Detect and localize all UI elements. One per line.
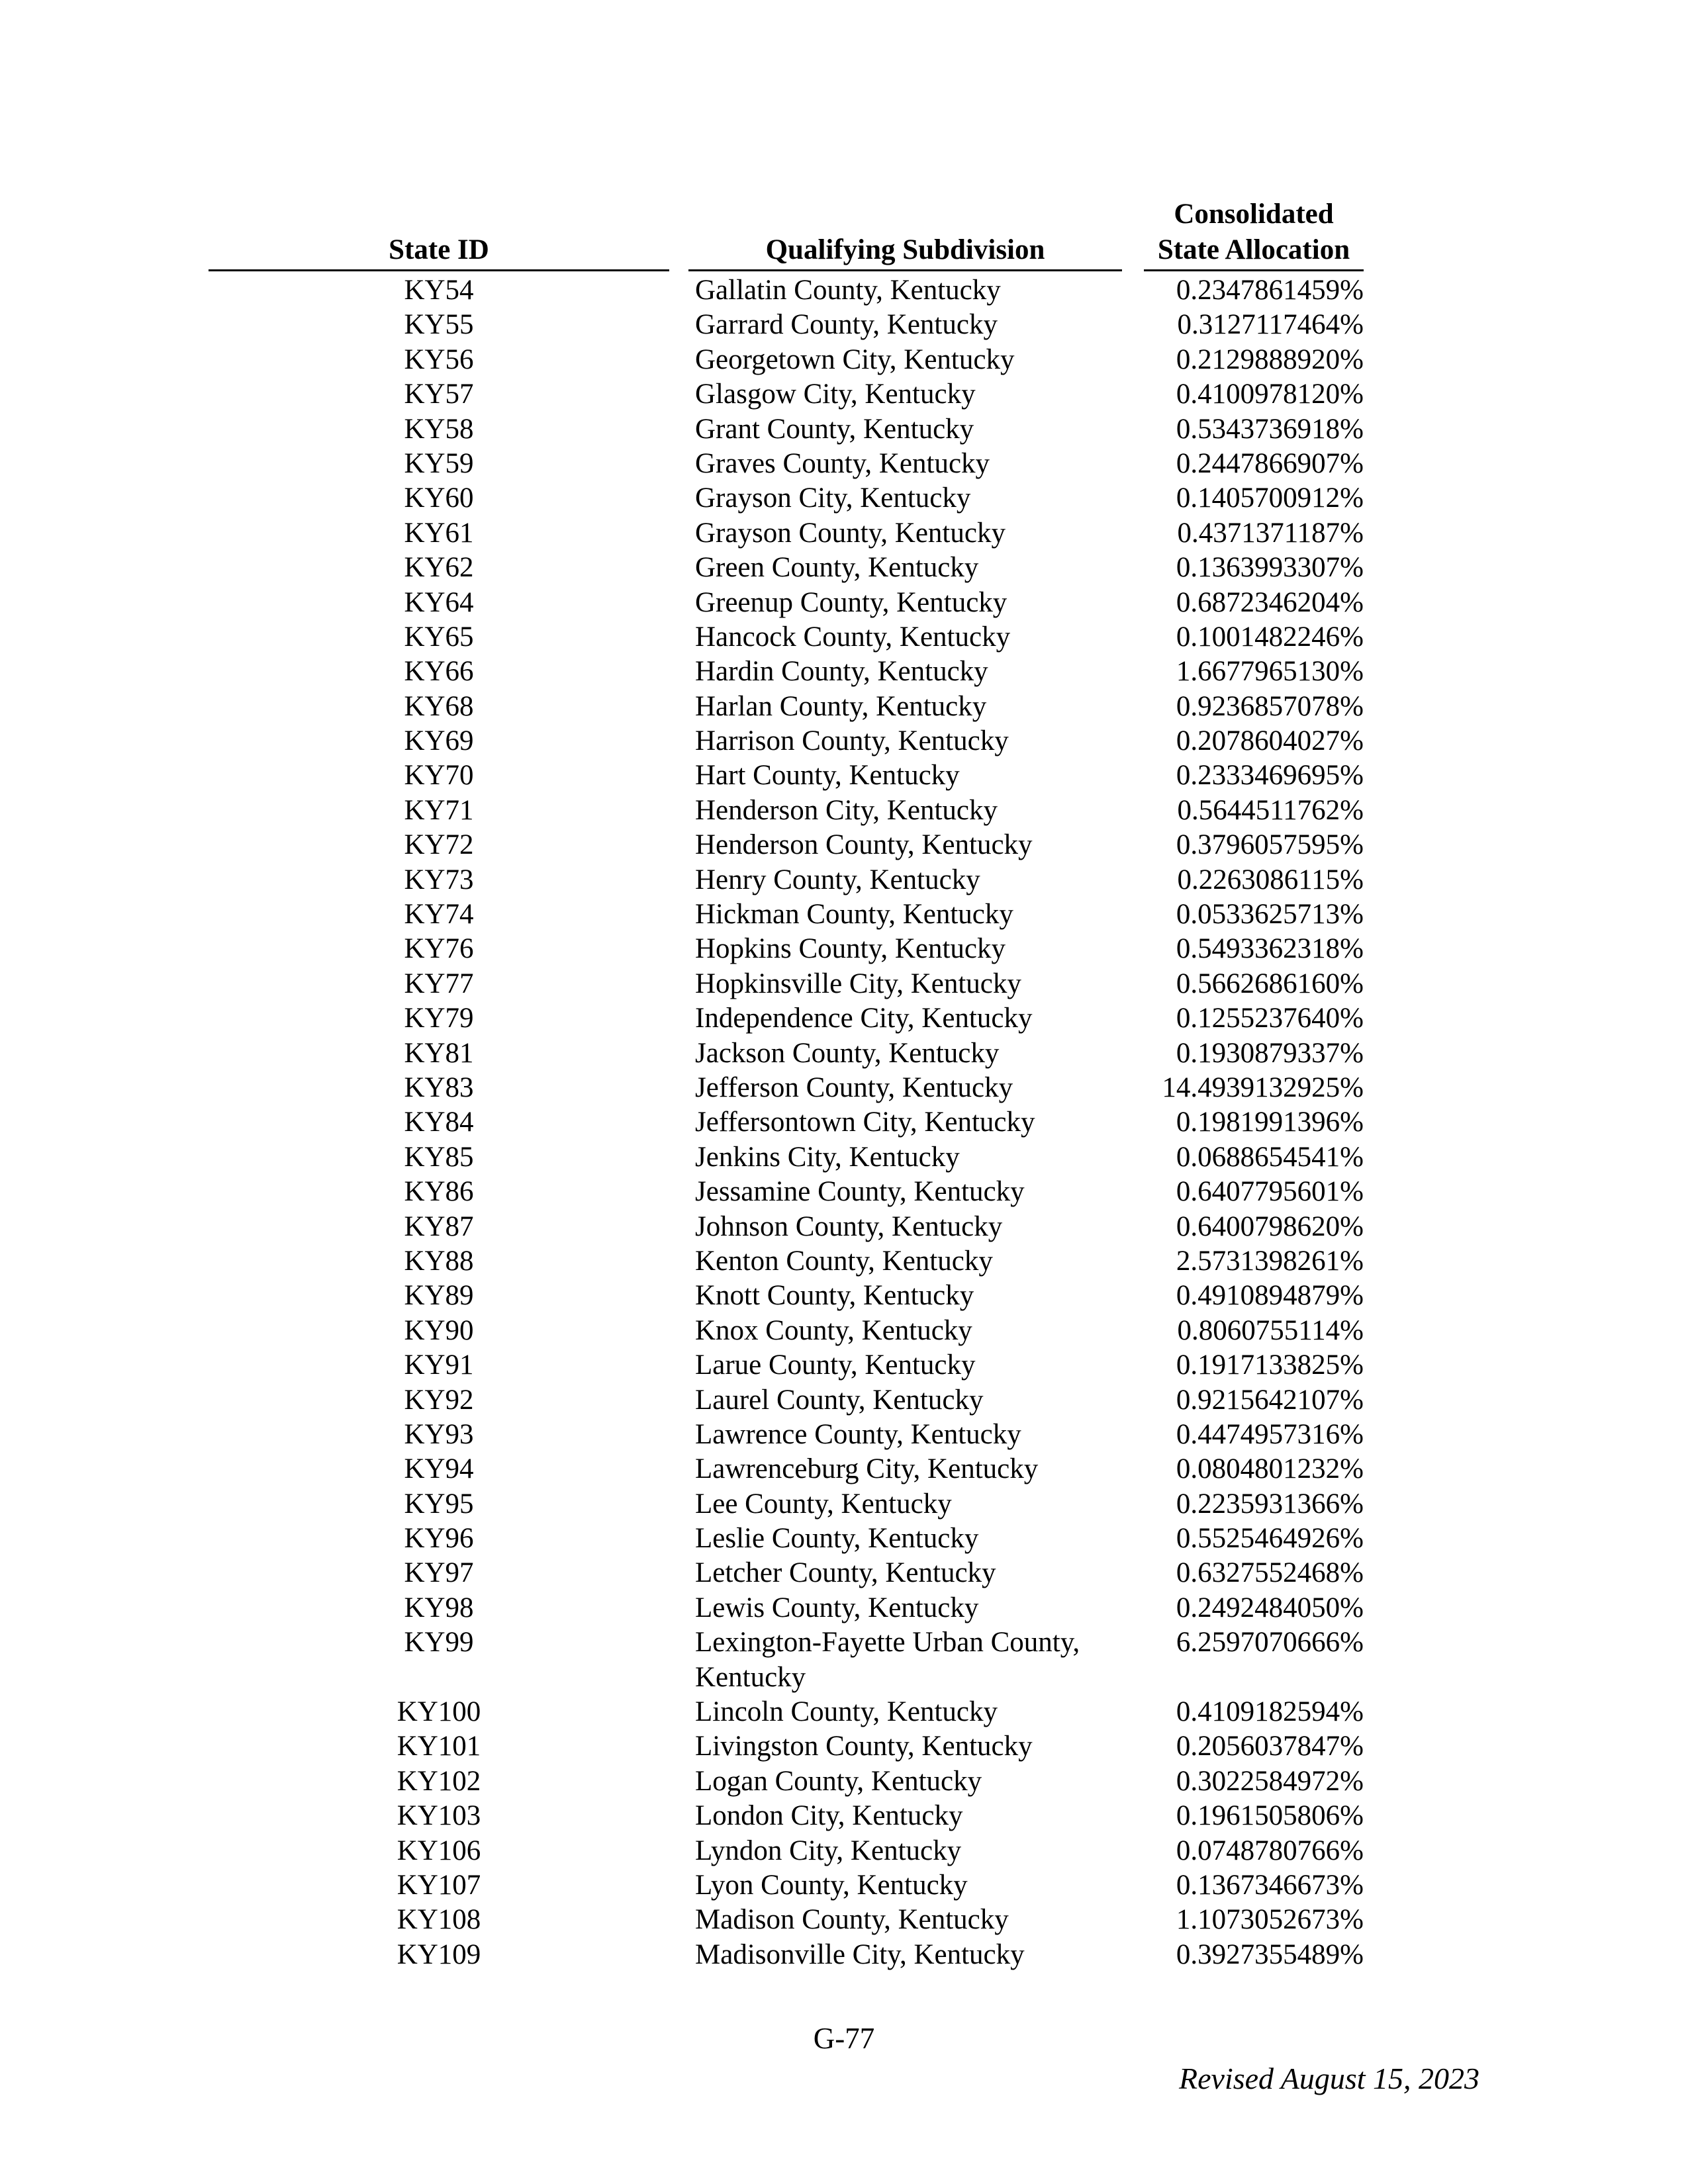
cell-state-allocation: 0.9236857078% — [1176, 690, 1364, 722]
cell-state-id: KY87 — [404, 1210, 474, 1242]
cell-state-id: KY100 — [397, 1696, 481, 1728]
cell-state-allocation: 6.2597070666% — [1176, 1627, 1364, 1659]
cell-state-id: KY89 — [404, 1280, 474, 1312]
table-row — [0, 1175, 1688, 1209]
cell-qualifying-subdivision: Glasgow City, Kentucky — [695, 379, 976, 410]
table-row — [0, 1001, 1688, 1036]
cell-state-id: KY83 — [404, 1071, 474, 1103]
cell-qualifying-subdivision: Georgetown City, Kentucky — [695, 343, 1015, 375]
table-row — [0, 1140, 1688, 1175]
cell-qualifying-subdivision: London City, Kentucky — [695, 1800, 963, 1832]
cell-qualifying-subdivision: Grayson County, Kentucky — [695, 517, 1006, 549]
cell-state-allocation: 0.4474957316% — [1176, 1418, 1364, 1450]
cell-state-id: KY58 — [404, 413, 474, 445]
cell-qualifying-subdivision: Lawrenceburg City, Kentucky — [695, 1453, 1039, 1485]
table-row — [0, 412, 1688, 447]
cell-qualifying-subdivision: Henry County, Kentucky — [695, 864, 980, 895]
cell-qualifying-subdivision: Green County, Kentucky — [695, 552, 979, 584]
cell-state-allocation: 0.2347861459% — [1176, 275, 1364, 306]
cell-state-id: KY79 — [404, 1003, 474, 1034]
cell-state-allocation: 0.3022584972% — [1176, 1765, 1364, 1797]
cell-state-id: KY56 — [404, 343, 474, 375]
cell-state-id: KY86 — [404, 1176, 474, 1208]
cell-state-allocation: 1.6677965130% — [1176, 656, 1364, 688]
cell-state-allocation: 0.3927355489% — [1176, 1938, 1364, 1970]
table-row — [0, 1210, 1688, 1244]
cell-state-allocation: 0.4910894879% — [1176, 1280, 1364, 1312]
cell-qualifying-subdivision: Johnson County, Kentucky — [695, 1210, 1003, 1242]
table-body — [0, 273, 1688, 1972]
table-row — [0, 1625, 1688, 1695]
cell-state-id: KY70 — [404, 760, 474, 792]
cell-state-allocation: 0.1001482246% — [1176, 621, 1364, 653]
cell-state-id: KY103 — [397, 1800, 481, 1832]
cell-qualifying-subdivision: Laurel County, Kentucky — [695, 1384, 984, 1416]
cell-state-id: KY97 — [404, 1557, 474, 1589]
cell-qualifying-subdivision: Knott County, Kentucky — [695, 1280, 974, 1312]
cell-qualifying-subdivision: Graves County, Kentucky — [695, 447, 990, 479]
cell-state-id: KY60 — [404, 482, 474, 514]
table-row — [0, 1071, 1688, 1105]
cell-state-allocation: 0.8060755114% — [1177, 1314, 1364, 1346]
table-row — [0, 1834, 1688, 1868]
cell-state-id: KY64 — [404, 586, 474, 618]
table-row — [0, 1938, 1688, 1972]
table-row — [0, 655, 1688, 689]
cell-state-allocation: 0.4371371187% — [1177, 517, 1364, 549]
table-row — [0, 1729, 1688, 1764]
table-row — [0, 516, 1688, 551]
table-row — [0, 377, 1688, 412]
cell-state-allocation: 0.3796057595% — [1176, 829, 1364, 861]
table-row — [0, 1314, 1688, 1348]
cell-state-allocation: 0.5662686160% — [1176, 968, 1364, 999]
cell-state-allocation: 0.2263086115% — [1177, 864, 1364, 895]
cell-state-id: KY71 — [404, 794, 474, 826]
cell-qualifying-subdivision: Grayson City, Kentucky — [695, 482, 971, 514]
table-row — [0, 1556, 1688, 1590]
cell-qualifying-subdivision: Garrard County, Kentucky — [695, 309, 998, 341]
cell-state-id: KY95 — [404, 1488, 474, 1520]
table-row — [0, 794, 1688, 828]
cell-qualifying-subdivision: Jeffersontown City, Kentucky — [695, 1107, 1035, 1138]
cell-state-id: KY68 — [404, 690, 474, 722]
cell-state-id: KY84 — [404, 1107, 474, 1138]
table-header — [0, 195, 1688, 271]
header-state-id: State ID — [209, 232, 669, 271]
table-row — [0, 863, 1688, 897]
cell-qualifying-subdivision: Madisonville City, Kentucky — [695, 1938, 1025, 1970]
cell-state-allocation: 0.1255237640% — [1176, 1003, 1364, 1034]
cell-state-id: KY108 — [397, 1904, 481, 1936]
cell-qualifying-subdivision: Greenup County, Kentucky — [695, 586, 1008, 618]
table-row — [0, 1868, 1688, 1903]
cell-state-allocation: 0.1917133825% — [1176, 1349, 1364, 1381]
cell-state-allocation: 0.1930879337% — [1176, 1037, 1364, 1069]
table-row — [0, 620, 1688, 655]
cell-state-allocation: 0.0748780766% — [1176, 1835, 1364, 1866]
cell-qualifying-subdivision: Logan County, Kentucky — [695, 1765, 982, 1797]
header-allocation-line2: State Allocation — [1157, 234, 1350, 265]
cell-state-id: KY94 — [404, 1453, 474, 1485]
cell-state-allocation: 0.0804801232% — [1176, 1453, 1364, 1485]
cell-state-allocation: 0.1405700912% — [1176, 482, 1364, 514]
cell-qualifying-subdivision: Lewis County, Kentucky — [695, 1592, 979, 1623]
cell-state-id: KY99 — [404, 1627, 474, 1659]
table-row — [0, 1799, 1688, 1833]
cell-state-id: KY107 — [397, 1869, 481, 1901]
cell-state-id: KY92 — [404, 1384, 474, 1416]
table-row — [0, 724, 1688, 758]
cell-qualifying-subdivision: Letcher County, Kentucky — [695, 1557, 996, 1589]
table-row — [0, 1487, 1688, 1522]
table-row — [0, 1036, 1688, 1071]
table-row — [0, 481, 1688, 516]
cell-qualifying-subdivision: Jessamine County, Kentucky — [695, 1176, 1025, 1208]
table-row — [0, 1383, 1688, 1418]
table-row — [0, 967, 1688, 1001]
cell-qualifying-subdivision: Livingston County, Kentucky — [695, 1731, 1033, 1762]
table-row — [0, 1764, 1688, 1799]
cell-state-id: KY74 — [404, 899, 474, 931]
cell-state-id: KY61 — [404, 517, 474, 549]
cell-qualifying-subdivision: Jackson County, Kentucky — [695, 1037, 1000, 1069]
table-row — [0, 343, 1688, 377]
revised-date: Revised August 15, 2023 — [1179, 2062, 1479, 2095]
table-row — [0, 1105, 1688, 1140]
cell-state-allocation: 0.5493362318% — [1176, 933, 1364, 965]
cell-state-allocation: 0.0533625713% — [1176, 899, 1364, 931]
cell-qualifying-subdivision: Lee County, Kentucky — [695, 1488, 952, 1520]
cell-state-allocation: 0.6400798620% — [1176, 1210, 1364, 1242]
cell-state-id: KY69 — [404, 725, 474, 757]
cell-state-id: KY62 — [404, 552, 474, 584]
cell-state-allocation: 0.2235931366% — [1176, 1488, 1364, 1520]
table-row — [0, 828, 1688, 862]
cell-state-id: KY106 — [397, 1835, 481, 1866]
cell-qualifying-subdivision: Leslie County, Kentucky — [695, 1523, 979, 1555]
cell-qualifying-subdivision: Hardin County, Kentucky — [695, 656, 988, 688]
cell-qualifying-subdivision: Independence City, Kentucky — [695, 1003, 1033, 1034]
cell-state-allocation: 0.1981991396% — [1176, 1107, 1364, 1138]
cell-state-id: KY85 — [404, 1141, 474, 1173]
table-row — [0, 308, 1688, 342]
cell-state-allocation: 0.5644511762% — [1177, 794, 1364, 826]
cell-qualifying-subdivision: Henderson City, Kentucky — [695, 794, 998, 826]
cell-state-id: KY76 — [404, 933, 474, 965]
cell-qualifying-subdivision: Jefferson County, Kentucky — [695, 1071, 1013, 1103]
cell-state-allocation: 0.4109182594% — [1176, 1696, 1364, 1728]
cell-qualifying-subdivision: Lyon County, Kentucky — [695, 1869, 968, 1901]
cell-state-id: KY91 — [404, 1349, 474, 1381]
table-row — [0, 447, 1688, 481]
cell-state-allocation: 0.1363993307% — [1176, 552, 1364, 584]
header-consolidated-state-allocation — [1144, 197, 1364, 271]
cell-state-id: KY90 — [404, 1314, 474, 1346]
cell-state-id: KY93 — [404, 1418, 474, 1450]
cell-state-allocation: 0.2447866907% — [1176, 447, 1364, 479]
cell-qualifying-subdivision: Hopkins County, Kentucky — [695, 933, 1006, 965]
table-row — [0, 758, 1688, 793]
cell-qualifying-subdivision: Lyndon City, Kentucky — [695, 1835, 962, 1866]
cell-state-id: KY54 — [404, 275, 474, 306]
cell-qualifying-subdivision: Hart County, Kentucky — [695, 760, 960, 792]
cell-state-id: KY72 — [404, 829, 474, 861]
cell-qualifying-subdivision: Jenkins City, Kentucky — [695, 1141, 960, 1173]
cell-state-allocation: 0.2492484050% — [1176, 1592, 1364, 1623]
cell-state-id: KY66 — [404, 656, 474, 688]
cell-state-id: KY88 — [404, 1245, 474, 1277]
cell-state-allocation: 0.6872346204% — [1176, 586, 1364, 618]
cell-state-id: KY98 — [404, 1592, 474, 1623]
cell-state-id: KY57 — [404, 379, 474, 410]
cell-qualifying-subdivision: Henderson County, Kentucky — [695, 829, 1033, 861]
cell-state-allocation: 0.2056037847% — [1176, 1731, 1364, 1762]
cell-qualifying-subdivision: Lincoln County, Kentucky — [695, 1696, 998, 1728]
cell-state-allocation: 0.2129888920% — [1176, 343, 1364, 375]
table-row — [0, 1452, 1688, 1486]
cell-state-id: KY102 — [397, 1765, 481, 1797]
cell-state-allocation: 0.6327552468% — [1176, 1557, 1364, 1589]
cell-state-id: KY96 — [404, 1523, 474, 1555]
cell-state-id: KY65 — [404, 621, 474, 653]
table-row — [0, 1418, 1688, 1452]
table-row — [0, 932, 1688, 966]
table-row — [0, 690, 1688, 724]
cell-state-allocation: 1.1073052673% — [1176, 1904, 1364, 1936]
table-row — [0, 1244, 1688, 1279]
page-number: G-77 — [813, 2022, 875, 2055]
cell-state-id: KY109 — [397, 1938, 481, 1970]
cell-qualifying-subdivision: Larue County, Kentucky — [695, 1349, 976, 1381]
cell-qualifying-subdivision: Harlan County, Kentucky — [695, 690, 987, 722]
table-row — [0, 1279, 1688, 1313]
table-row — [0, 1591, 1688, 1625]
cell-qualifying-subdivision: Lawrence County, Kentucky — [695, 1418, 1021, 1450]
cell-qualifying-subdivision: Knox County, Kentucky — [695, 1314, 972, 1346]
cell-qualifying-subdivision: Hickman County, Kentucky — [695, 899, 1013, 931]
table-row — [0, 1348, 1688, 1383]
cell-state-allocation: 0.6407795601% — [1176, 1176, 1364, 1208]
cell-state-id: KY101 — [397, 1731, 481, 1762]
table-row — [0, 1522, 1688, 1556]
cell-qualifying-subdivision: Lexington-Fayette Urban County, Kentucky — [695, 1627, 1080, 1693]
cell-state-allocation: 14.4939132925% — [1162, 1071, 1364, 1103]
cell-state-allocation: 0.4100978120% — [1176, 379, 1364, 410]
cell-state-id: KY73 — [404, 864, 474, 895]
table-row — [0, 551, 1688, 585]
table-row — [0, 897, 1688, 932]
cell-state-id: KY77 — [404, 968, 474, 999]
cell-state-id: KY81 — [404, 1037, 474, 1069]
table-row — [0, 586, 1688, 620]
cell-state-allocation: 2.5731398261% — [1176, 1245, 1364, 1277]
cell-state-id: KY55 — [404, 309, 474, 341]
table-row — [0, 273, 1688, 308]
cell-state-allocation: 0.1367346673% — [1176, 1869, 1364, 1901]
header-allocation-line1: Consolidated — [1174, 199, 1334, 230]
cell-state-allocation: 0.0688654541% — [1176, 1141, 1364, 1173]
table-row — [0, 1695, 1688, 1729]
cell-qualifying-subdivision: Harrison County, Kentucky — [695, 725, 1009, 757]
cell-qualifying-subdivision: Kenton County, Kentucky — [695, 1245, 993, 1277]
table-row — [0, 1903, 1688, 1937]
cell-state-allocation: 0.5343736918% — [1176, 413, 1364, 445]
cell-state-allocation: 0.2333469695% — [1176, 760, 1364, 792]
cell-state-allocation: 0.9215642107% — [1176, 1384, 1364, 1416]
cell-state-allocation: 0.5525464926% — [1176, 1523, 1364, 1555]
header-qualifying-subdivision: Qualifying Subdivision — [688, 232, 1122, 271]
cell-state-id: KY59 — [404, 447, 474, 479]
cell-qualifying-subdivision: Hancock County, Kentucky — [695, 621, 1011, 653]
cell-qualifying-subdivision: Hopkinsville City, Kentucky — [695, 968, 1021, 999]
cell-qualifying-subdivision: Gallatin County, Kentucky — [695, 275, 1001, 306]
cell-state-allocation: 0.3127117464% — [1177, 309, 1364, 341]
cell-qualifying-subdivision: Grant County, Kentucky — [695, 413, 974, 445]
cell-state-allocation: 0.1961505806% — [1176, 1800, 1364, 1832]
cell-qualifying-subdivision: Madison County, Kentucky — [695, 1904, 1009, 1936]
cell-state-allocation: 0.2078604027% — [1176, 725, 1364, 757]
